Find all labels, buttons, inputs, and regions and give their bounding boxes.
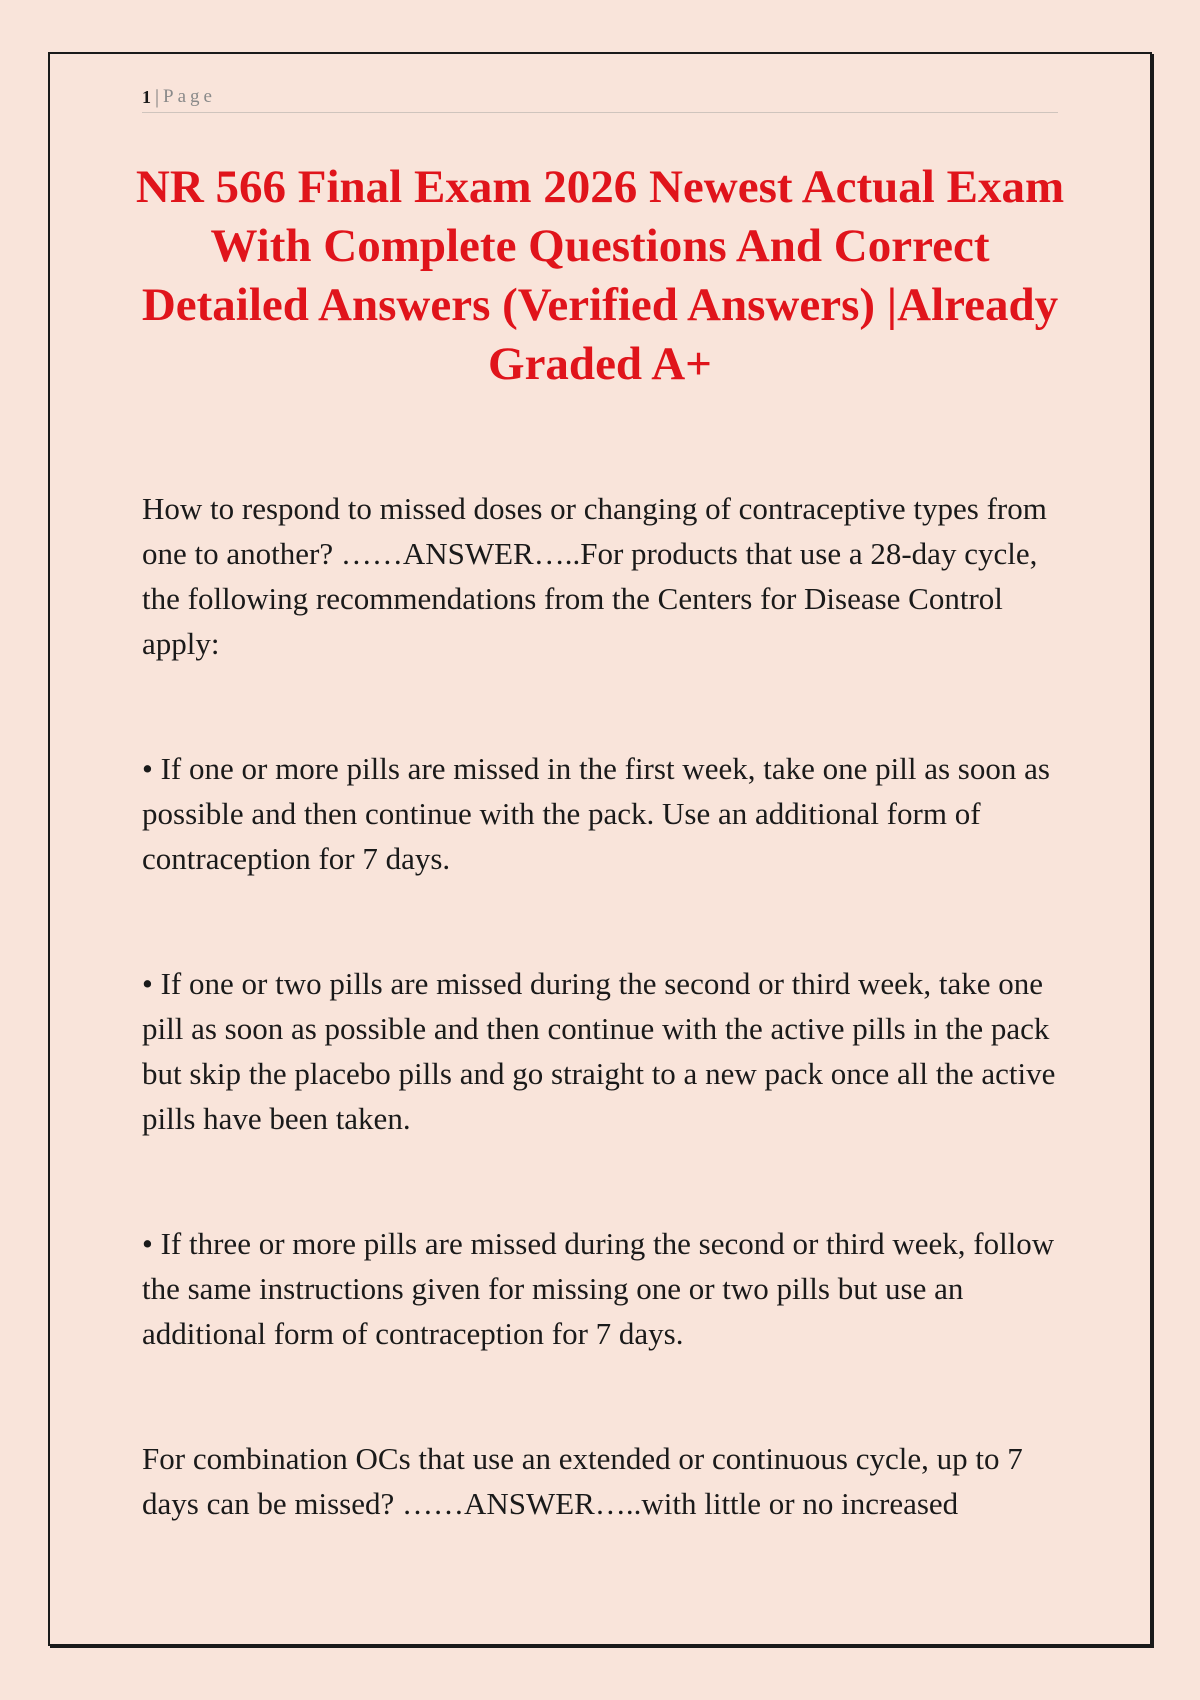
- document-page: [48, 52, 1152, 1646]
- paragraph-question-2: For combination OCs that use an extended or continuous cycle, up to 7 days can be missed? ……ANSWER…..with little or no increased: [142, 1441, 1023, 1521]
- document-body: [142, 486, 1062, 1606]
- paragraph-bullet-3: • If three or more pills are missed during the second or third week, follow the same instructions given for missing one or two pills but use an additional form of contraception for 7 days.: [142, 1226, 1055, 1351]
- page-header: [142, 82, 1058, 113]
- document-title: NR 566 Final Exam 2026 Newest Actual Exam With Complete Questions And Correct Detailed Answers (Verified Answers) |Already Graded A+: [135, 161, 1065, 390]
- page-separator: |: [155, 85, 160, 108]
- page-label: Page: [163, 86, 216, 107]
- paragraph-bullet-2: • If one or two pills are missed during the second or third week, take one pill as soon as possible and then continue with the active pills in the pack but skip the placebo pills and go straight to a new pack once all the active pills have been taken.: [142, 966, 1056, 1136]
- paragraph-question-1: How to respond to missed doses or changing of contraceptive types from one to another? ……ANSWER…..For products that use a 28-day cycle, the following recommendations from the Centers for Disease Control apply:: [142, 491, 1047, 661]
- paragraph-bullet-1: • If one or more pills are missed in the first week, take one pill as soon as possible and then continue with the pack. Use an additional form of contraception for 7 days.: [142, 751, 1050, 876]
- page-number: 1: [142, 86, 151, 107]
